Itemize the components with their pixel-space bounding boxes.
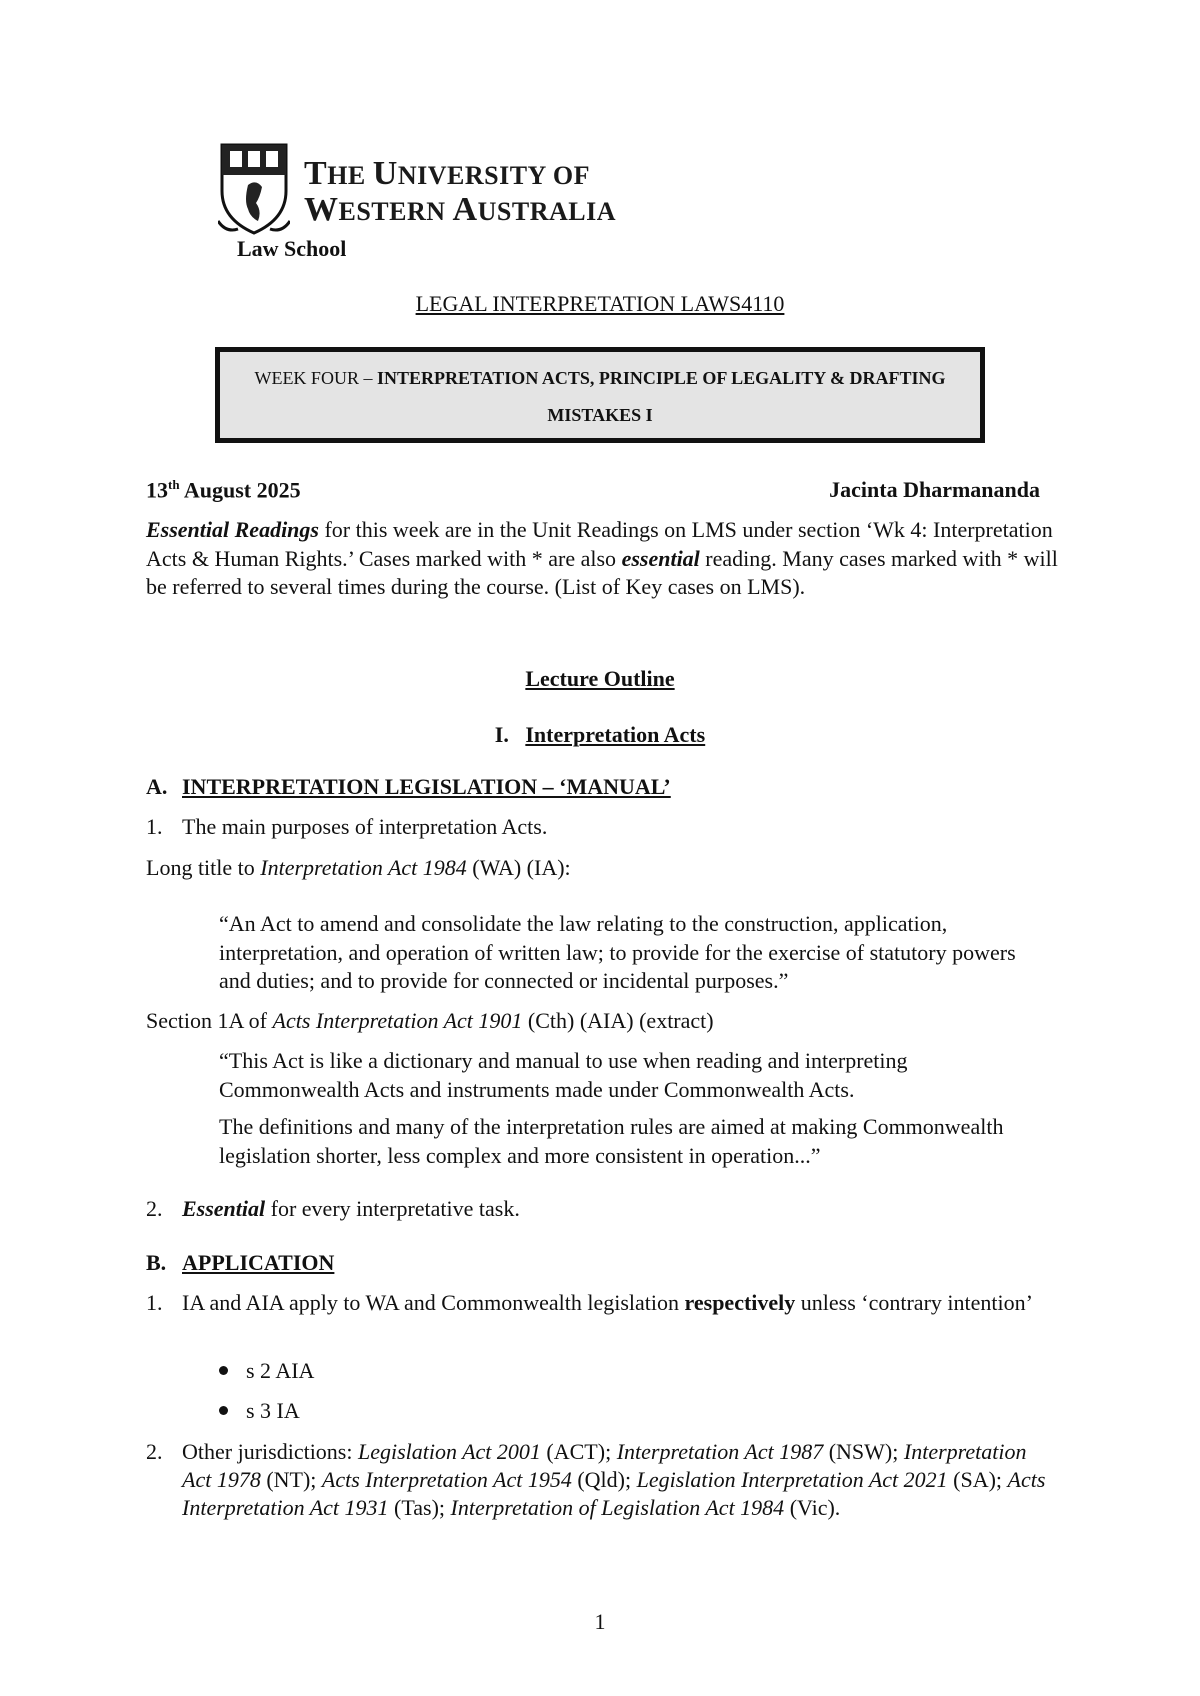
lecturer-name: Jacinta Dharmananda	[829, 477, 1040, 502]
section-a-item-2: 2. Essential for every interpretative task.	[146, 1196, 520, 1221]
quote-section-1a-part1: “This Act is like a dictionary and manual to use when reading and interpreting Commonwealth Acts and instruments made under Commonwealth Acts.	[219, 1048, 908, 1102]
week-title-line1: INTERPRETATION ACTS, PRINCIPLE OF LEGALITY & DRAFTING	[376, 368, 946, 388]
section-b-item-2: 2. Other jurisdictions: Legislation Act 2001 (ACT); Interpretation Act 1987 (NSW); Interpretation Act 1978 (NT); Acts Interpretation Act 1954 (Qld); Legislation Interpretation Act 2021 (SA); Acts Interpretation Act 1931 (Tas); Interpretation of Legislation Act 1984 (Vic).	[146, 1439, 1046, 1520]
page-number: 1	[594, 1609, 606, 1634]
section-b-item-1: 1. IA and AIA apply to WA and Commonwealth legislation respectively unless ‘contrary intention’	[146, 1290, 1033, 1315]
quote-long-title: “An Act to amend and consolidate the law relating to the construction, application, interpretation, and operation of written law; to provide for the exercise of statutory powers and duties; and to provide for connected or incidental purposes.”	[219, 911, 1016, 993]
part-one-heading: I. Interpretation Acts	[494, 722, 706, 747]
section-1a-line: Section 1A of Acts Interpretation Act 1901 (Cth) (AIA) (extract)	[146, 1008, 714, 1033]
week-title-box	[215, 347, 985, 443]
section-a-heading: A. INTERPRETATION LEGISLATION – ‘MANUAL’	[146, 774, 671, 799]
section-b-heading: B. APPLICATION	[146, 1250, 335, 1275]
intro-paragraph: Essential Readings for this week are in the Unit Readings on LMS under section ‘Wk 4: Interpretation Acts & Human Rights.’ Cases marked with * are also essential reading. Many cases marked with * will be referred to several times during the course. (List of Key cases on LMS).	[146, 517, 1058, 599]
university-name: THE UNIVERSITY OF WESTERN AUSTRALIA	[304, 155, 616, 228]
bullet-dot-icon	[219, 1366, 228, 1375]
school-name: Law School	[237, 236, 347, 261]
quote-section-1a-part2: The definitions and many of the interpretation rules are aimed at making Commonwealth legislation shorter, less complex and more consistent in operation...”	[219, 1114, 1004, 1168]
lecture-outline-heading: Lecture Outline	[525, 666, 675, 691]
long-title-line: Long title to Interpretation Act 1984 (WA) (IA):	[146, 855, 571, 880]
course-title: LEGAL INTERPRETATION LAWS4110	[415, 291, 785, 316]
lecture-date: 13th August 2025	[146, 477, 301, 503]
bullet-item: s 3 IA	[219, 1398, 300, 1424]
week-title-line2: MISTAKES I	[547, 405, 653, 425]
bullet-item: s 2 AIA	[219, 1358, 314, 1384]
week-label: WEEK FOUR –	[254, 368, 377, 388]
section-a-item-1: 1. The main purposes of interpretation Acts.	[146, 814, 548, 839]
university-crest-icon	[218, 141, 290, 235]
bullet-dot-icon	[219, 1406, 228, 1415]
university-logo	[218, 141, 618, 239]
